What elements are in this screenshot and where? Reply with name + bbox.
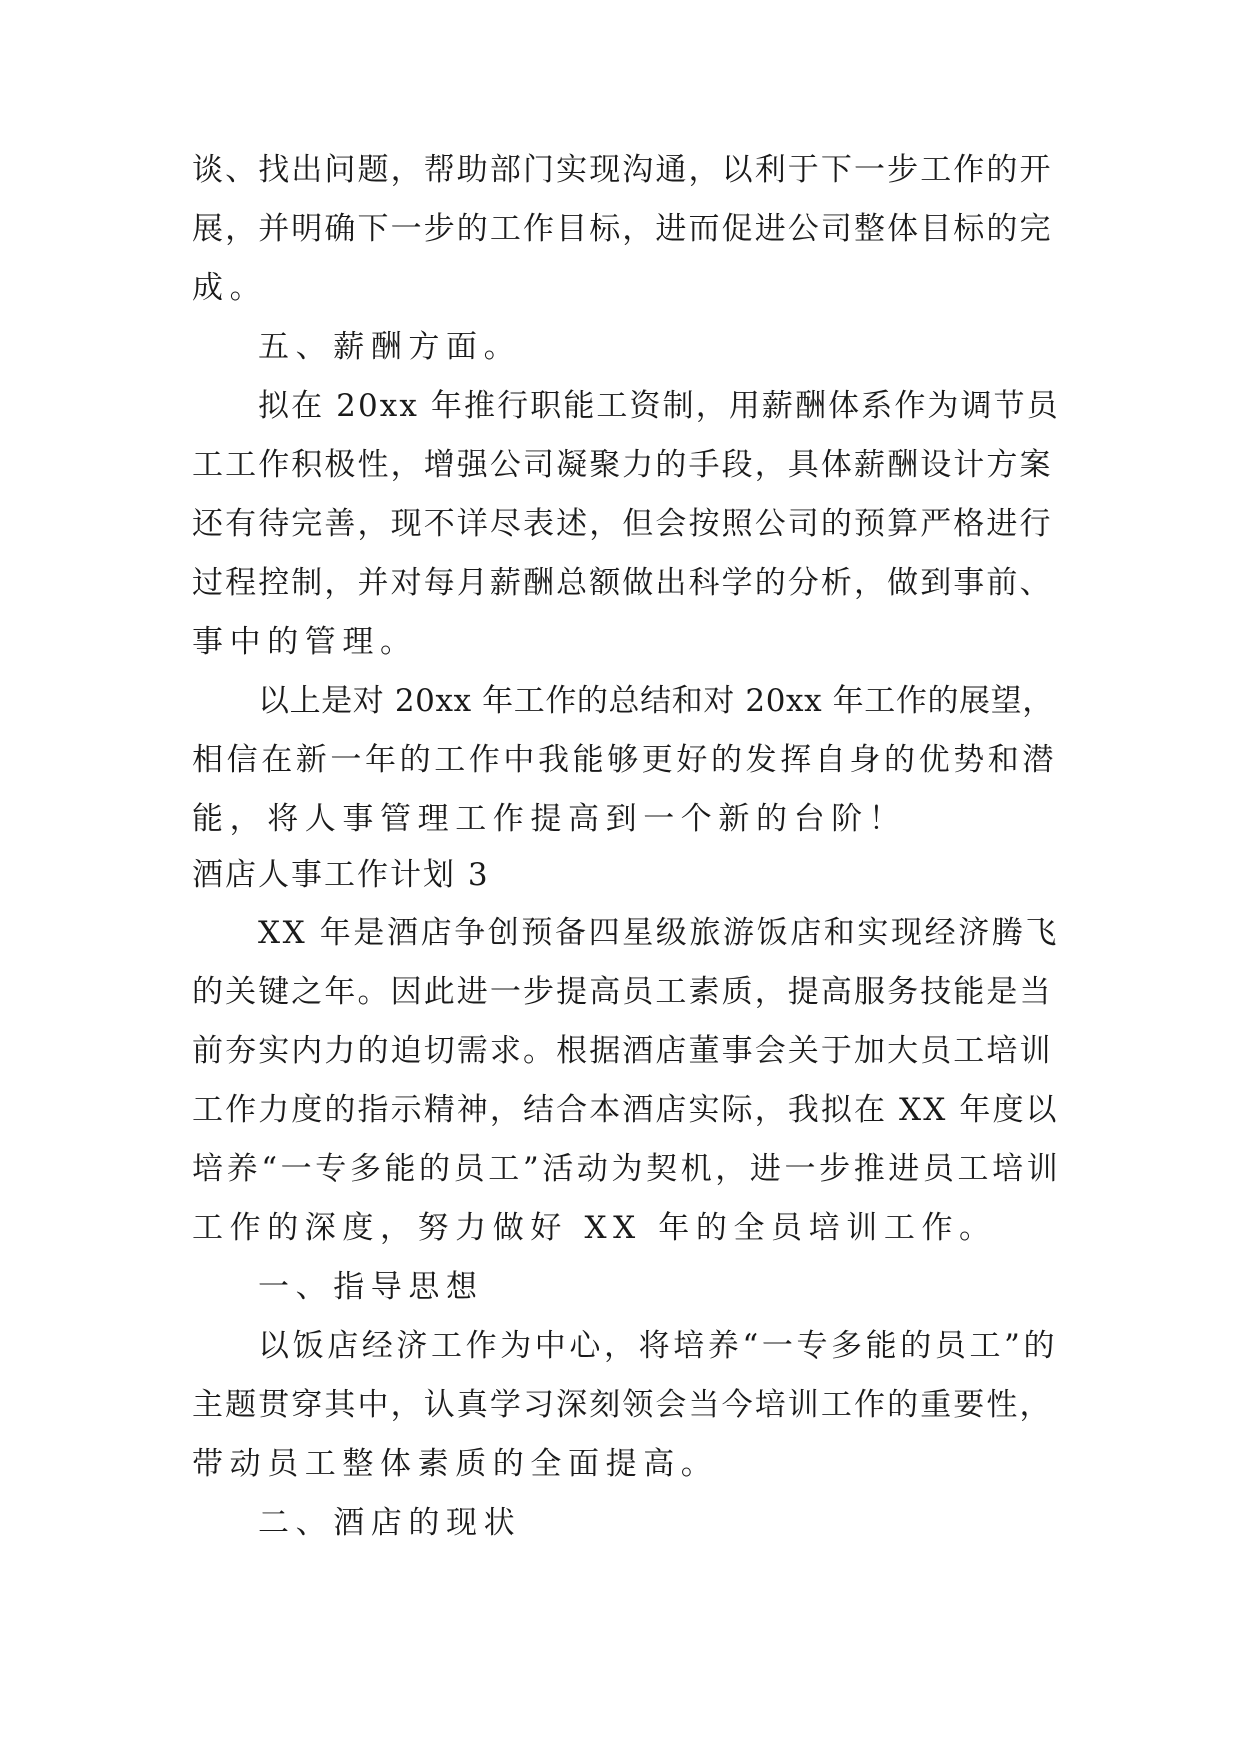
paragraph-line: 主题贯穿其中，认真学习深刻领会当今培训工作的重要性， <box>192 1387 1053 1423</box>
paragraph-line: 培养“一专多能的员工”活动为契机，进一步推进员工培训 <box>192 1151 1062 1187</box>
paragraph-line: 拟在 20xx 年推行职能工资制，用薪酬体系作为调节员 <box>258 388 1060 424</box>
paragraph-line: 展，并明确下一步的工作目标，进而促进公司整体目标的完 <box>192 211 1053 247</box>
paragraph-line: 工工作积极性，增强公司凝聚力的手段，具体薪酬设计方案 <box>192 447 1053 483</box>
paragraph-line: 前夯实内力的迫切需求。根据酒店董事会关于加大员工培训 <box>192 1033 1053 1069</box>
paragraph-line: XX 年是酒店争创预备四星级旅游饭店和实现经济腾飞 <box>258 915 1059 951</box>
paragraph-line: 还有待完善，现不详尽表述，但会按照公司的预算严格进行 <box>192 506 1053 542</box>
paragraph-line: 相信在新一年的工作中我能够更好的发挥自身的优势和潜 <box>192 742 1057 778</box>
paragraph-line: 工作力度的指示精神，结合本酒店实际，我拟在 XX 年度以 <box>192 1092 1059 1128</box>
section-heading: 一、指导思想 <box>258 1269 484 1305</box>
paragraph-line: 的关键之年。因此进一步提高员工素质，提高服务技能是当 <box>192 974 1053 1010</box>
paragraph-line: 工作的深度，努力做好 XX 年的全员培训工作。 <box>192 1210 997 1246</box>
paragraph-line: 以饭店经济工作为中心，将培养“一专多能的员工”的 <box>258 1328 1059 1364</box>
paragraph-line: 过程控制，并对每月薪酬总额做出科学的分析，做到事前、 <box>192 565 1053 601</box>
paragraph-line: 带动员工整体素质的全面提高。 <box>192 1446 719 1482</box>
document-title: 酒店人事工作计划 3 <box>192 857 490 893</box>
paragraph-line: 成。 <box>192 270 268 306</box>
paragraph-line: 以上是对 20xx 年工作的总结和对 20xx 年工作的展望， <box>258 683 1054 719</box>
paragraph-line: 谈、找出问题，帮助部门实现沟通，以利于下一步工作的开 <box>192 152 1053 188</box>
paragraph-line: 事中的管理。 <box>192 624 418 660</box>
section-heading: 五、薪酬方面。 <box>258 329 522 365</box>
section-heading: 二、酒店的现状 <box>258 1505 522 1541</box>
paragraph-line: 能，将人事管理工作提高到一个新的台阶！ <box>192 801 907 837</box>
